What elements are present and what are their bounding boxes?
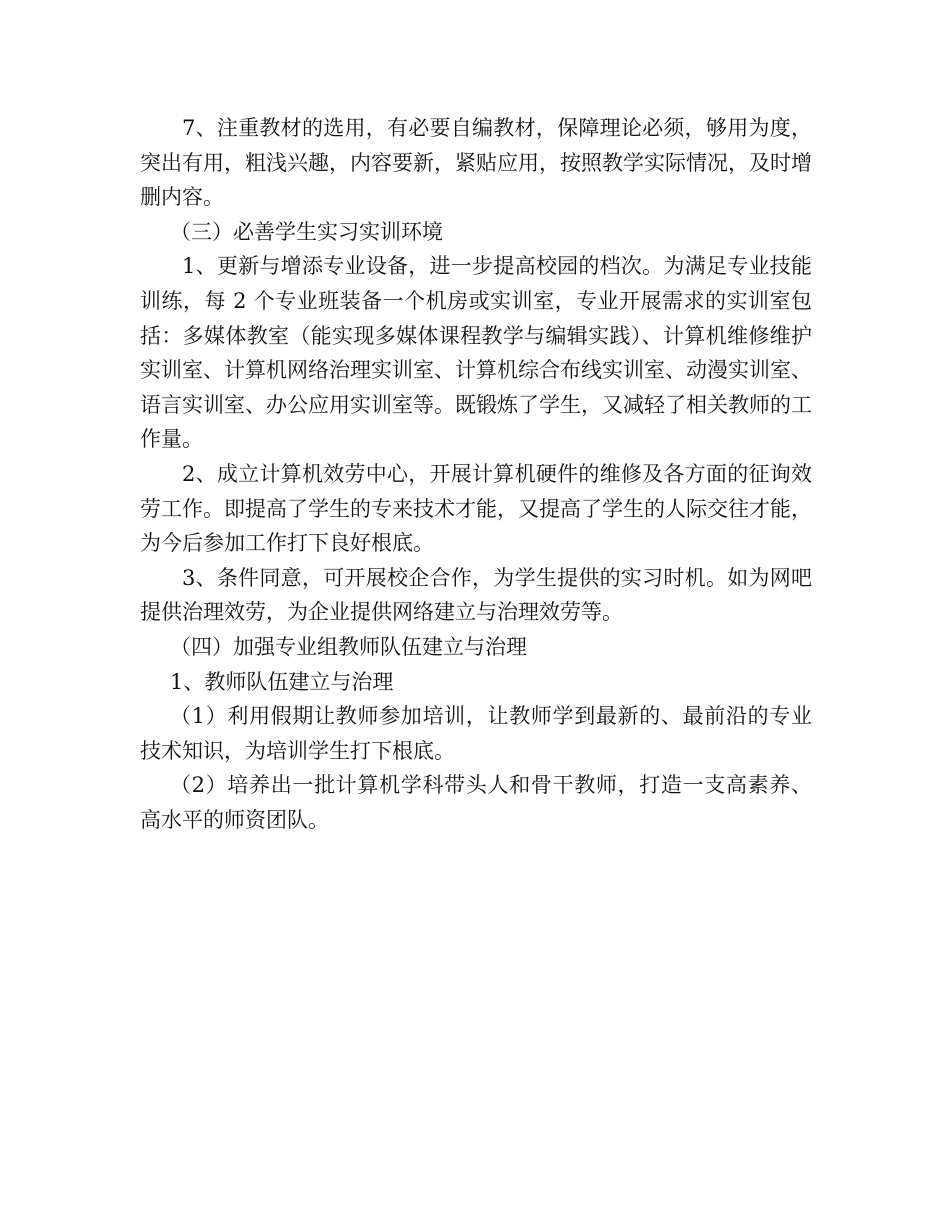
section-heading-teacher-team: （四）加强专业组教师队伍建立与治理	[170, 634, 527, 659]
paragraph-service-center: 2、成立计算机效劳中心，开展计算机硬件的维修及各方面的征询效劳工作。即提高了学生的专来技术才能，又提高了学生的人际交往才能，为今后参加工作打下良好根底。	[140, 461, 812, 556]
paragraph-school-enterprise: 3、条件同意，可开展校企合作，为学生提供的实习时机。如为网吧提供治理效劳，为企业提供网络建立与治理效劳等。	[140, 565, 812, 625]
subheading-teacher-team: 1、教师队伍建立与治理	[170, 669, 394, 694]
paragraph-backbone-teachers: （2）培养出一批计算机学科带头人和骨干教师，打造一支高素养、高水平的师资团队。	[140, 773, 812, 832]
paragraph-equipment-update: 1、更新与增添专业设备，进一步提高校园的档次。为满足专业技能训练，每 2 个专业班装备一个机房或实训室，专业开展需求的实训室包括：多媒体教室（能实现多媒体课程教学与编辑实践）、计算机维修维护实训室、计算机网络治理实训室、计算机综合布线实训室、动漫实训室、语言实训室、办公应用实训室等。既锻炼了学生，又减轻了相关教师的工作量。	[140, 254, 812, 452]
paragraph-textbook-selection: 7、注重教材的选用，有必要自编教材，保障理论必须，够用为度，突出有用，粗浅兴趣，内容要新，紧贴应用，按照教学实际情况，及时增删内容。	[140, 116, 812, 210]
document-body	[140, 111, 812, 837]
section-heading-training-environment: （三）必善学生实习实训环境	[170, 219, 443, 244]
paragraph-teacher-training: （1）利用假期让教师参加培训，让教师学到最新的、最前沿的专业技术知识，为培训学生打下根底。	[140, 704, 812, 763]
